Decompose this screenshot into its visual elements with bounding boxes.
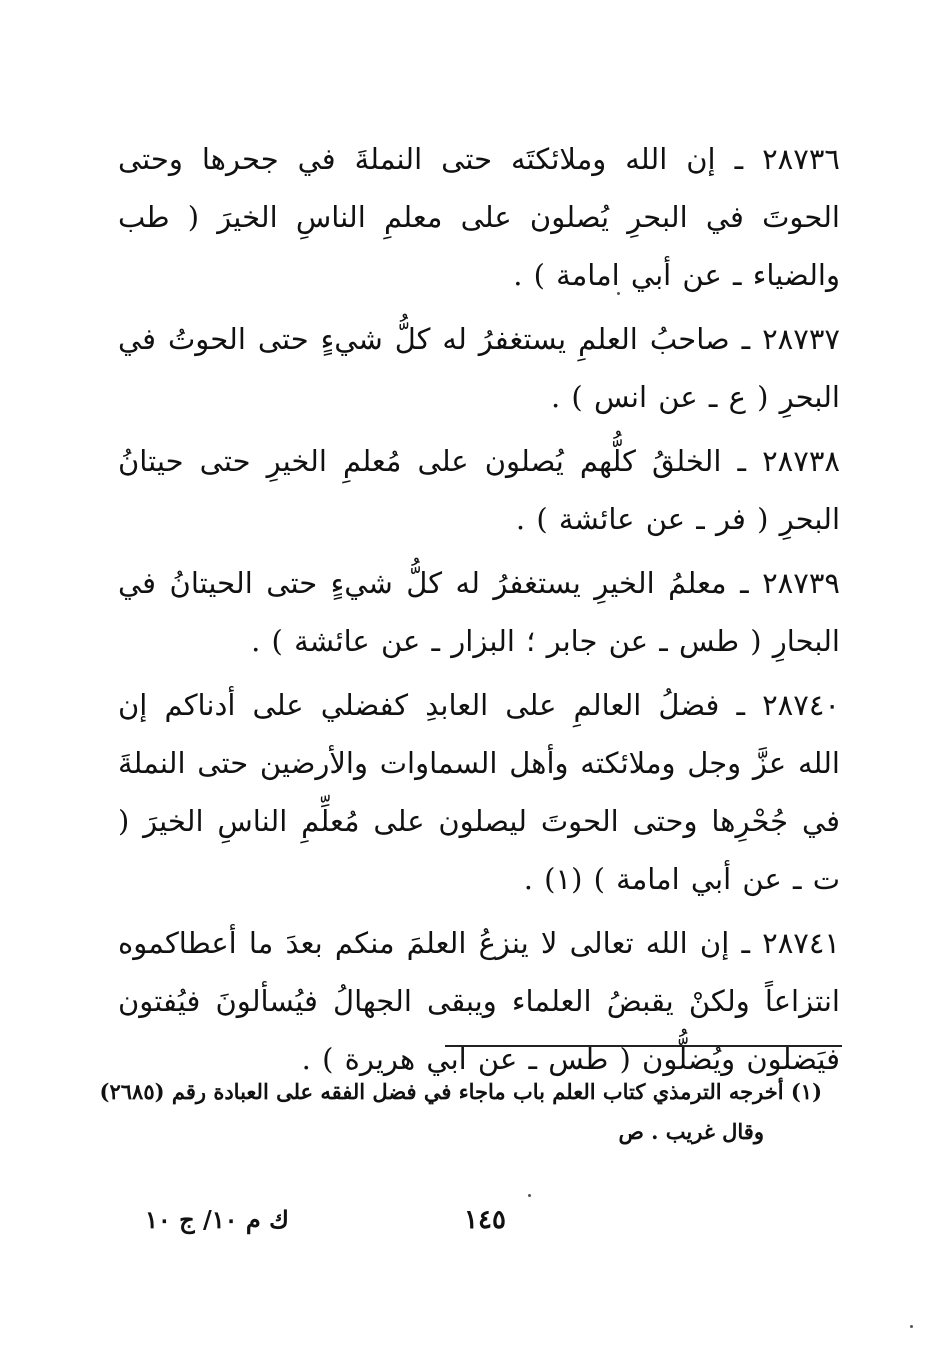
hadith-separator: ـ <box>729 926 763 960</box>
hadith-number: ٢٨٧٤١ <box>762 926 841 960</box>
hadith-entry <box>118 914 840 1088</box>
hadith-number: ٢٨٧٤٠ <box>762 688 840 722</box>
paper-speck <box>617 292 620 295</box>
hadith-number: ٢٨٧٣٧ <box>762 322 840 356</box>
footnote-divider <box>445 1045 842 1047</box>
hadith-text: إن الله تعالى لا ينزعُ العلمَ منكم بعدَ ما أعطاكموه انتزاعاً ولكنْ يقبضُ العلماء ويبقى الجهالُ فيُسألونَ فيُفتون فيَضلون ويُضلُّون ( طس ـ عن ابي هريرة ) . <box>118 926 840 1076</box>
hadith-number: ٢٨٧٣٨ <box>762 444 840 478</box>
hadith-number: ٢٨٧٣٩ <box>762 566 840 600</box>
page-number: ١٤٥ <box>464 1205 506 1235</box>
hadith-entry <box>118 554 840 670</box>
hadith-separator: ـ <box>729 322 763 356</box>
footnote-line: (١) أخرجه الترمذي كتاب العلم باب ماجاء في فضل الفقه على العبادة رقم (٢٦٨٥) <box>99 1079 822 1104</box>
footnote-line: وقال غريب . ص <box>618 1119 764 1144</box>
hadith-separator: ـ <box>715 142 763 176</box>
hadith-text: معلمُ الخيرِ يستغفرُ له كلُّ شيءٍ حتى الحيتانُ في البحارِ ( طس ـ عن جابر ؛ البزار ـ عن عائشة ) . <box>118 566 840 658</box>
hadith-entry <box>118 310 840 426</box>
footnote <box>99 1072 822 1152</box>
main-text-body <box>118 130 840 1094</box>
hadith-entry <box>118 676 840 908</box>
hadith-separator: ـ <box>721 444 763 478</box>
hadith-entry <box>118 130 840 304</box>
hadith-text: الخلقُ كلُّهم يُصلون على مُعلمِ الخيرِ حتى حيتانُ البحرِ ( فر ـ عن عائشة ) . <box>118 444 840 536</box>
hadith-number: ٢٨٧٣٦ <box>762 142 840 176</box>
hadith-text: إن الله وملائكتَه حتى النملةَ في جحرها وحتى الحوتَ في البحرِ يُصلون على معلمِ الناسِ الخيرَ ( طب والضياء ـ عن أبي امامة ) . <box>118 142 840 292</box>
printer-signature: ك م ١٠/ ج ١٠ <box>145 1205 289 1234</box>
hadith-separator: ـ <box>726 566 763 600</box>
hadith-entry <box>118 432 840 548</box>
hadith-text: صاحبُ العلمِ يستغفرُ له كلُّ شيءٍ حتى الحوتُ في البحرِ ( ع ـ عن انس ) . <box>118 322 840 414</box>
paper-speck <box>528 1194 531 1197</box>
hadith-separator: ـ <box>719 688 763 722</box>
hadith-text: فضلُ العالمِ على العابدِ كفضلي على أدناكم إن الله عزَّ وجل وملائكته وأهل السماوات والأرضين حتى النملةَ في جُحْرِها وحتى الحوتَ ليصلون على مُعلِّمِ الناسِ الخيرَ ( ت ـ عن أبي امامة ) (١) . <box>118 688 840 896</box>
paper-speck <box>910 1325 913 1328</box>
